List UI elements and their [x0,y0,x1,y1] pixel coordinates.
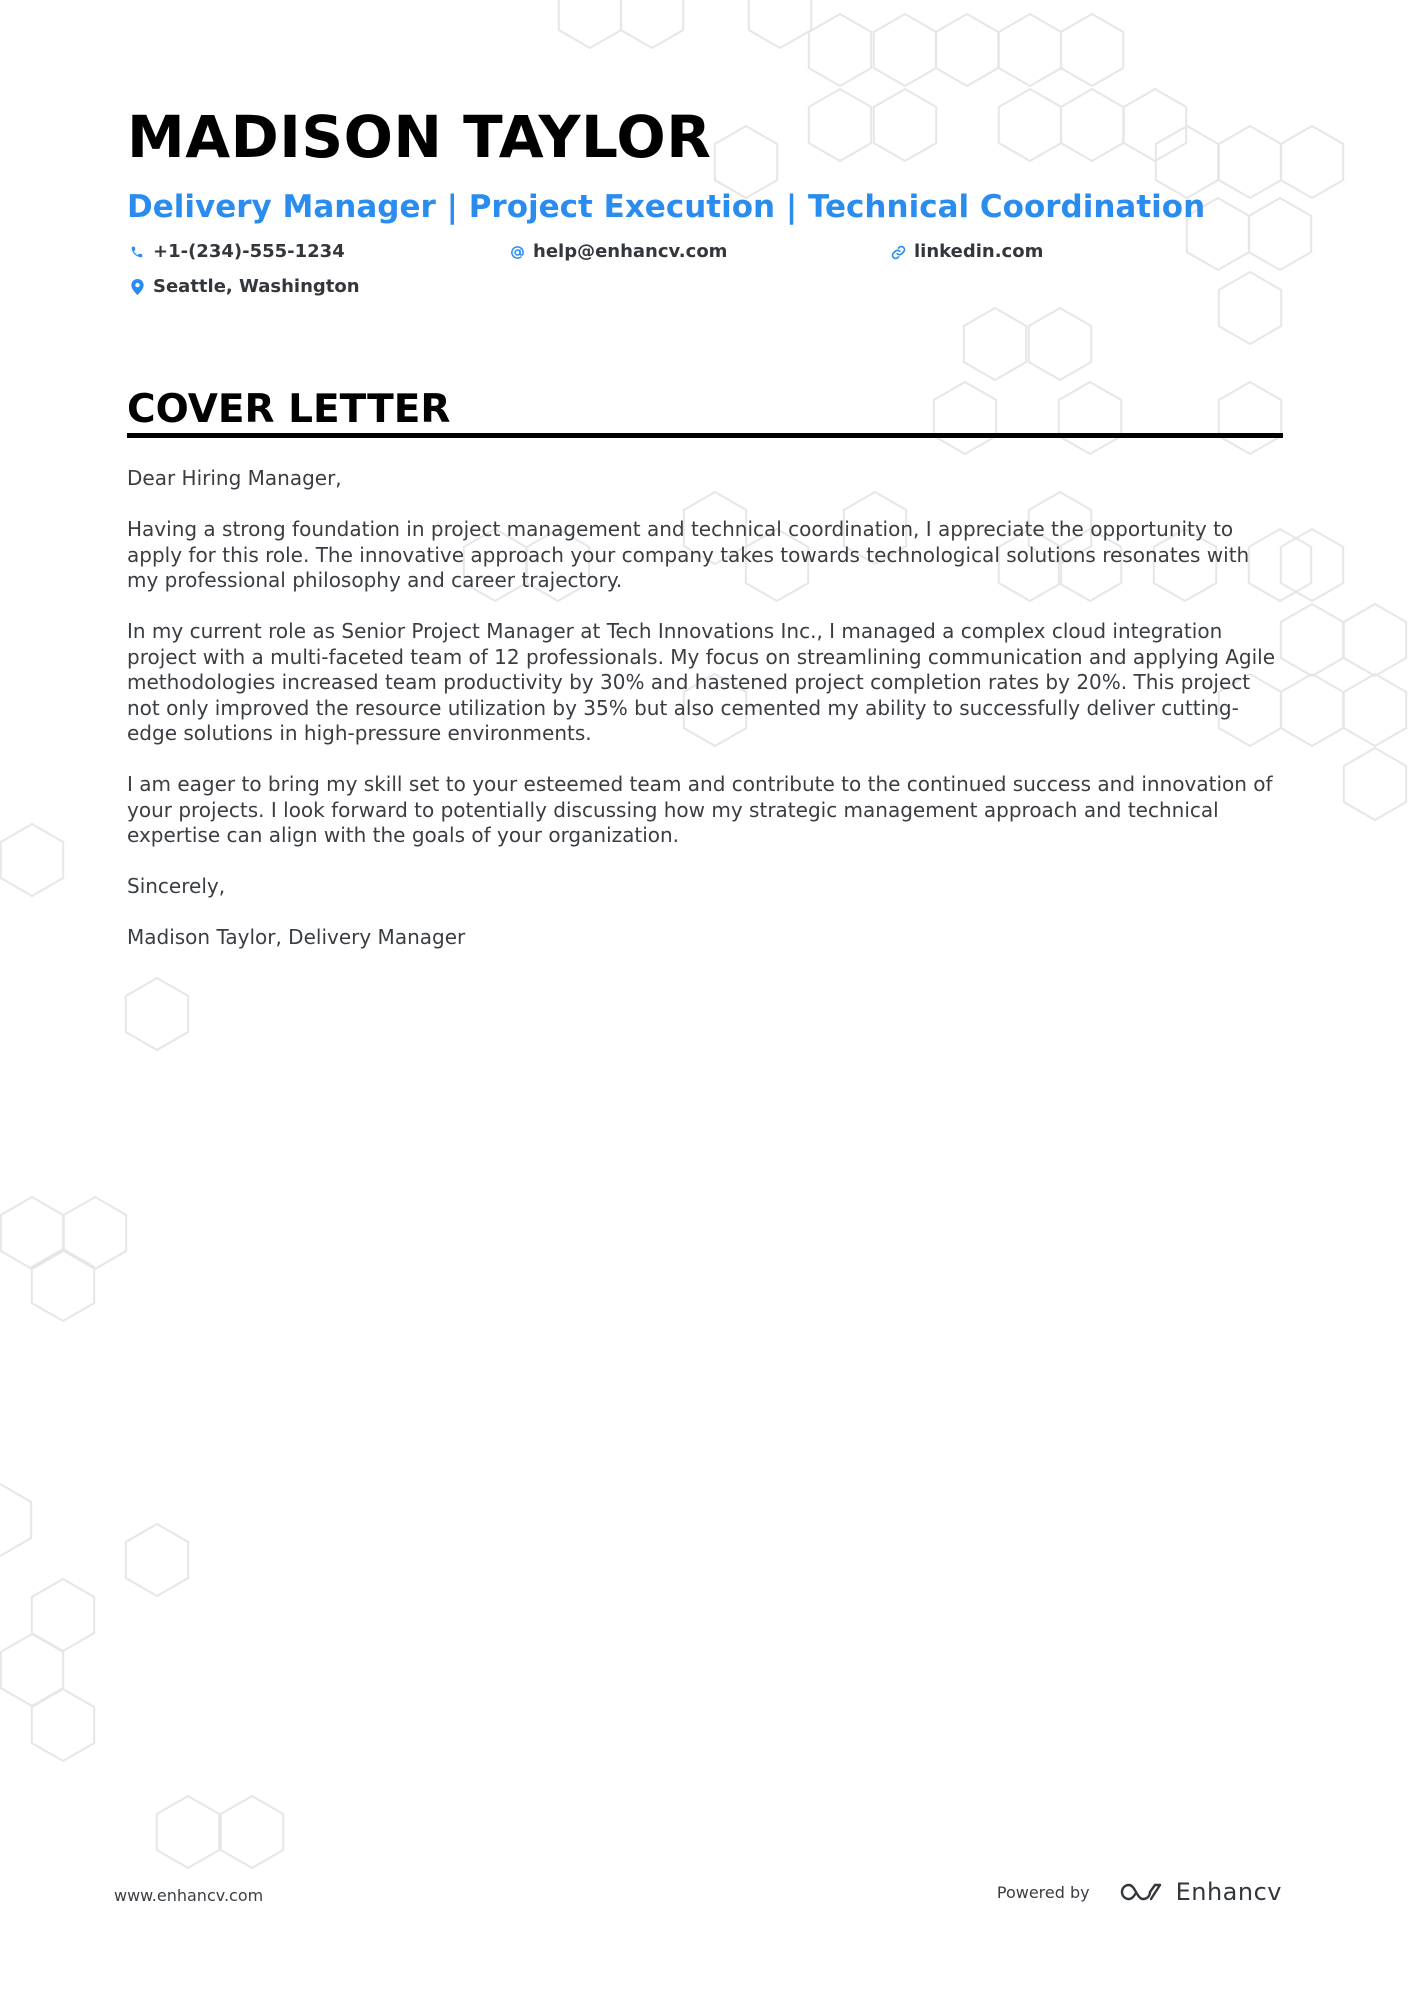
hexagon-shape [715,126,777,198]
footer-branding [997,1878,1282,1906]
signature: Madison Taylor, Delivery Manager [127,925,466,949]
hexagon-shape [1219,382,1281,454]
email-text[interactable]: help@enhancv.com [533,241,728,262]
candidate-name: MADISON TAYLOR [127,103,712,171]
hexagon-shape [1344,604,1406,676]
hexagon-shape [559,0,621,48]
phone-icon [129,244,145,260]
at-icon [509,244,525,260]
hexagon-shape [32,1249,94,1321]
hexagon-shape [874,89,936,161]
hexagon-shape [936,14,998,86]
section-title: COVER LETTER [127,387,451,432]
link-icon [890,244,906,260]
paragraph-1: Having a strong foundation in project management and technical coordination, I appreciate the opportunity to apply for this role. The innovative approach your company takes towards technological solutions resonates with my professional philosophy and career trajectory. [127,517,1250,592]
hexagon-shape [1029,308,1091,380]
hexagon-shape [1344,748,1406,820]
hexagon-shape [999,89,1061,161]
hexagon-shape [126,978,188,1050]
hexagon-shape [809,89,871,161]
hexagon-shape [1219,272,1281,344]
section-divider [127,433,1283,438]
location-text: Seattle, Washington [153,276,360,297]
salutation: Dear Hiring Manager, [127,466,342,490]
contact-linkedin[interactable] [890,243,1043,261]
map-pin-icon [129,279,145,295]
contact-location [129,278,360,296]
hexagon-shape [934,382,996,454]
phone-text: +1-(234)-555-1234 [153,241,345,262]
hexagon-shape [1061,14,1123,86]
paragraph-3: I am eager to bring my skill set to your esteemed team and contribute to the continued success and innovation of your projects. I look forward to potentially discussing how my strategic management approach and technical expertise can align with the goals of your organization. [127,772,1273,847]
contact-phone [129,243,345,261]
job-title-line: Delivery Manager | Project Execution | Technical Coordination [127,189,1206,225]
hexagon-shape [1219,126,1281,198]
hexagon-shape [999,14,1061,86]
hexagon-shape [221,1796,283,1868]
hexagon-shape [1059,382,1121,454]
hexagon-shape [1344,674,1406,746]
hexagon-shape [749,0,811,48]
hexagon-shape [1,1197,63,1269]
powered-by-label: Powered by [996,1882,1090,1902]
hexagon-shape [621,0,683,48]
linkedin-text[interactable]: linkedin.com [914,241,1044,262]
hexagon-shape [0,1484,31,1556]
hexagon-shape [126,1524,188,1596]
hexagon-shape [1061,89,1123,161]
contact-email[interactable] [509,243,727,261]
footer-website[interactable]: www.enhancv.com [114,1886,264,1905]
hexagon-shape [1249,198,1311,270]
closing: Sincerely, [127,874,226,898]
paragraph-2: In my current role as Senior Project Manager at Tech Innovations Inc., I managed a complex cloud integration project with a multi-faceted team of 12 professionals. My focus on streamlining communication and applying Agile methodologies increased team productivity by 30% and hastened project completion rates by 20%. This project not only improved the resource utilization by 35% but also cemented my ability to successfully deliver cutting-edge solutions in high-pressure environments. [127,619,1276,745]
hexagon-shape [1281,126,1343,198]
hexagon-shape [1281,604,1343,676]
hexagon-shape [1281,674,1343,746]
hexagon-shape [964,308,1026,380]
hexagon-shape [1,824,63,896]
hexagon-shape [874,14,936,86]
brand-name: Enhancv [1175,1878,1282,1906]
hexagon-shape [157,1796,219,1868]
enhancv-logo-icon [1118,1880,1164,1904]
hexagon-shape [64,1197,126,1269]
cover-letter-body [127,466,1283,976]
hexagon-shape [809,14,871,86]
